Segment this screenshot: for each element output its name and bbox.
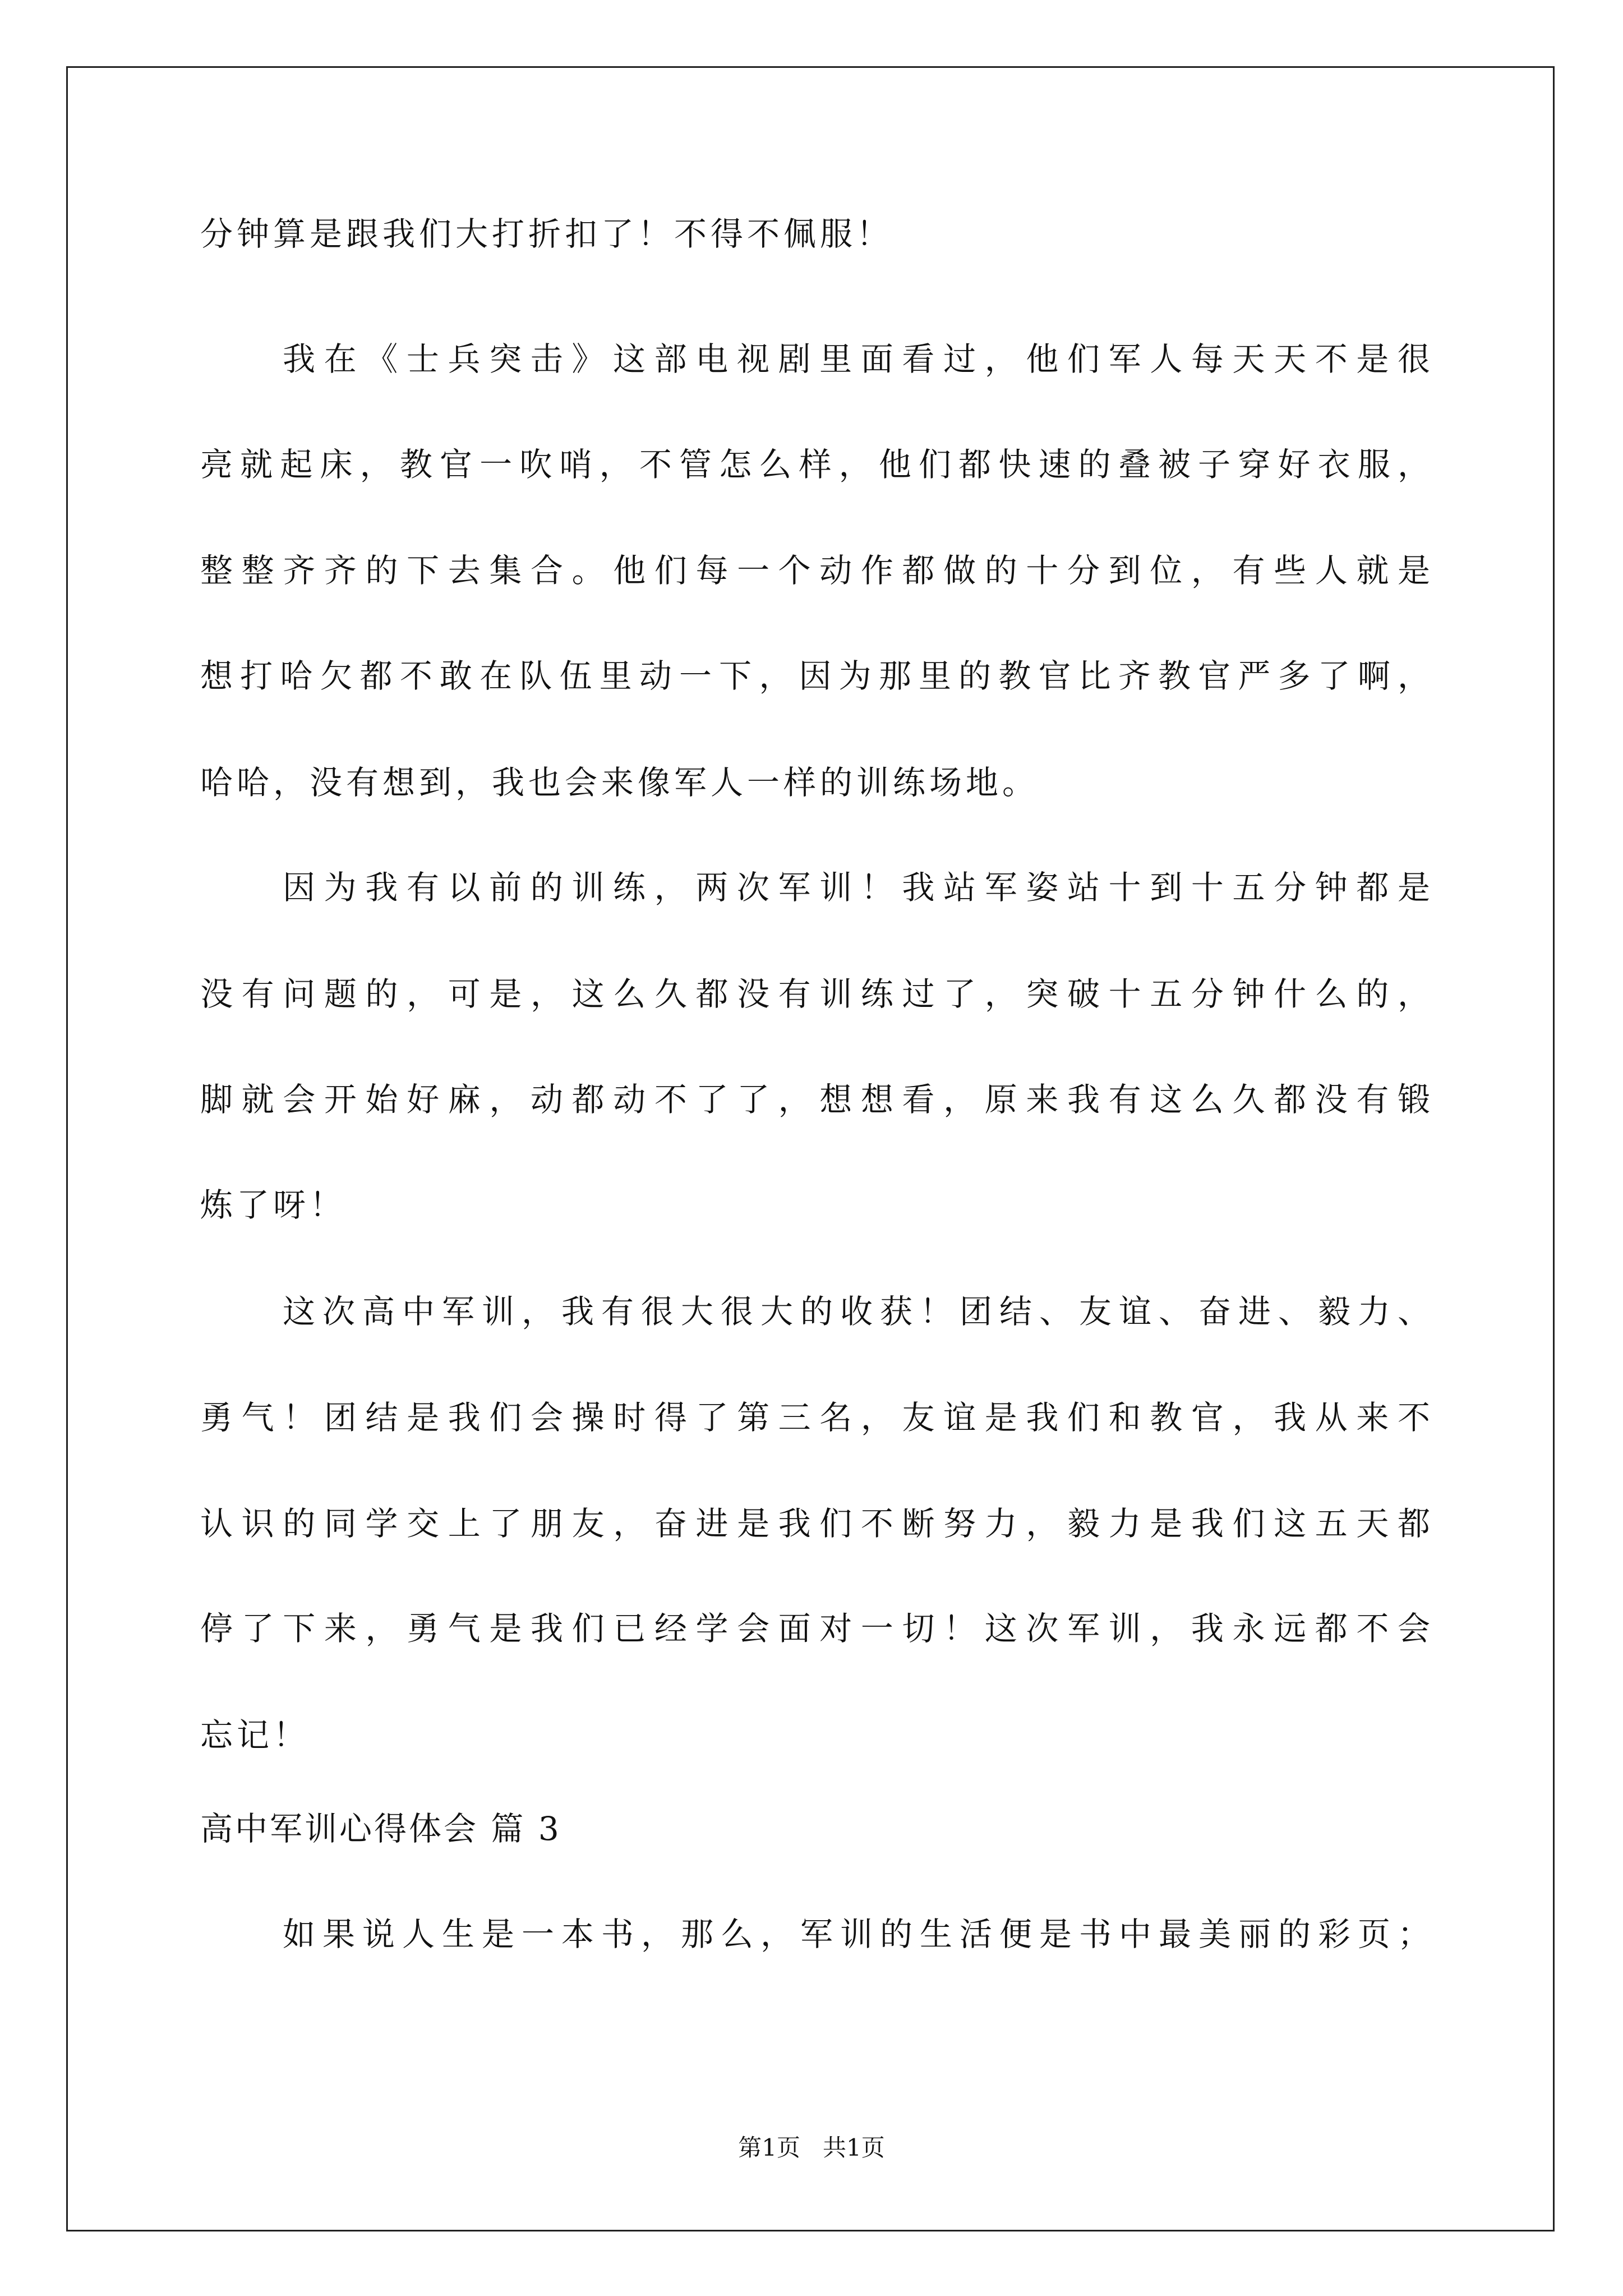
text-line: 想打哈欠都不敢在队伍里动一下，因为那里的教官比齐教官严多了啊， [200, 657, 1434, 695]
text-line: 停了下来，勇气是我们已经学会面对一切！这次军训，我永远都不会 [200, 1609, 1434, 1648]
text-line: 脚就会开始好麻，动都动不了了，想想看，原来我有这么久都没有锻 [200, 1080, 1434, 1119]
page-footer [0, 2134, 1623, 2162]
text-line: 哈哈，没有想到，我也会来像军人一样的训练场地。 [200, 763, 1039, 802]
text-line: 因为我有以前的训练，两次军训！我站军姿站十到十五分钟都是 [283, 868, 1434, 907]
section-heading: 高中军训心得体会 篇 3 [200, 1810, 561, 1848]
text-line: 分钟算是跟我们大打折扣了！不得不佩服！ [200, 215, 893, 253]
text-line: 勇气！团结是我们会操时得了第三名，友谊是我们和教官，我从来不 [200, 1398, 1434, 1437]
text-line: 这次高中军训，我有很大很大的收获！团结、友谊、奋进、毅力、 [283, 1292, 1434, 1331]
text-line: 炼了呀！ [200, 1186, 347, 1224]
text-line: 没有问题的，可是，这么久都没有训练过了，突破十五分钟什么的， [200, 975, 1434, 1013]
text-line: 忘记！ [200, 1716, 310, 1754]
text-line: 认识的同学交上了朋友，奋进是我们不断努力，毅力是我们这五天都 [200, 1504, 1434, 1543]
text-line: 整整齐齐的下去集合。他们每一个动作都做的十分到位，有些人就是 [200, 551, 1434, 590]
page-total: 共1页 [823, 2134, 885, 2161]
text-line: 我在《士兵突击》这部电视剧里面看过，他们军人每天天不是很 [283, 340, 1434, 378]
page-border [66, 66, 1555, 2231]
text-line: 亮就起床，教官一吹哨，不管怎么样，他们都快速的叠被子穿好衣服， [200, 445, 1434, 484]
page-number: 第1页 [738, 2134, 800, 2161]
text-line: 如果说人生是一本书，那么，军训的生活便是书中最美丽的彩页； [283, 1915, 1434, 1953]
